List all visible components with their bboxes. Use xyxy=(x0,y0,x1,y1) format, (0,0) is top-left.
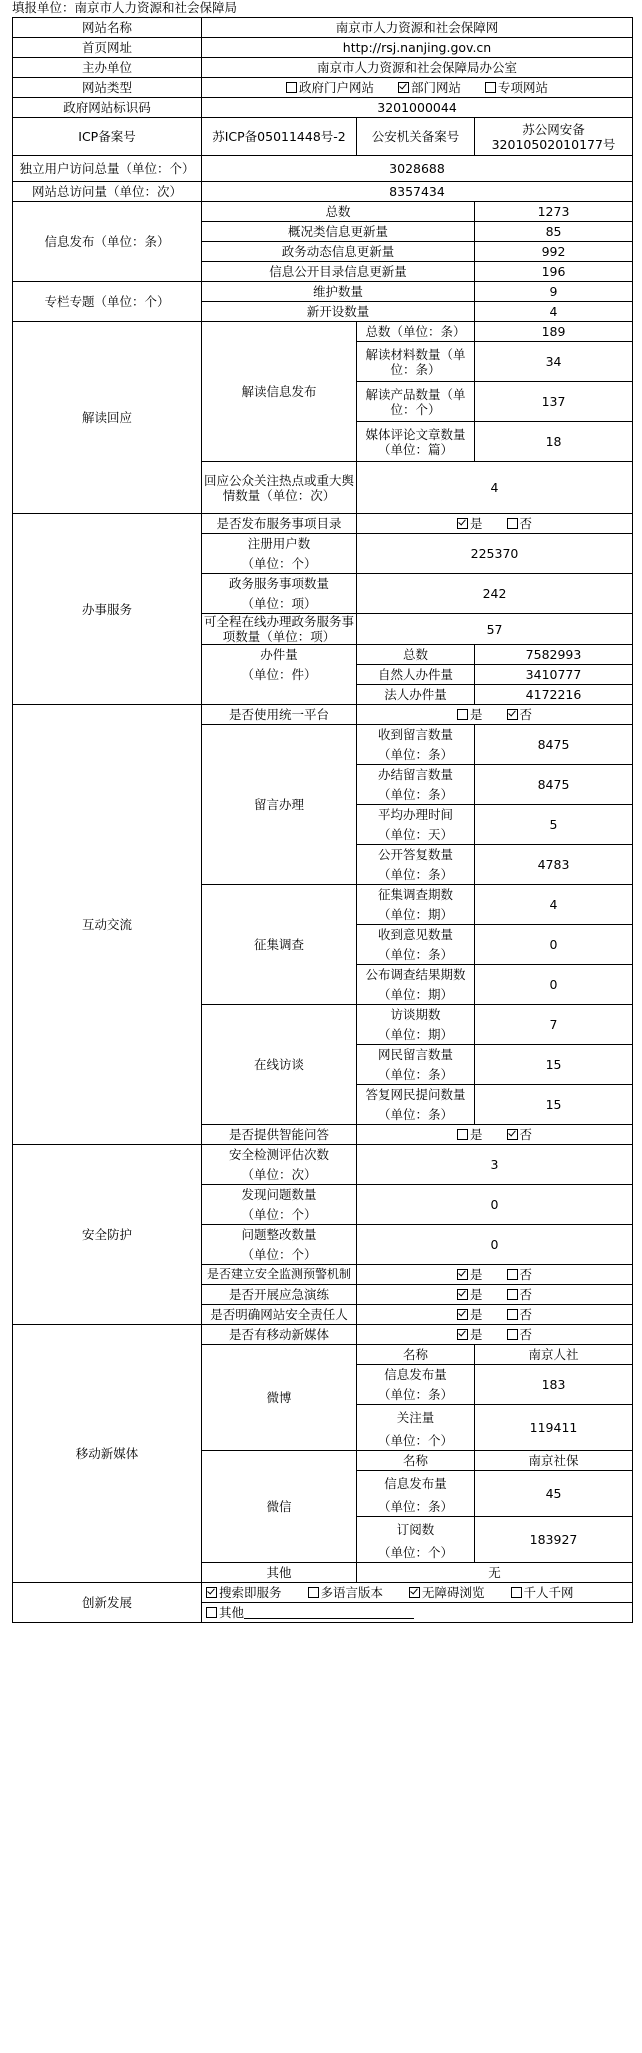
yes-label: 是 xyxy=(470,1327,483,1342)
no-label: 否 xyxy=(519,1287,533,1302)
found-label: 发现问题数量 xyxy=(202,1185,357,1205)
weibo-label: 微博 xyxy=(202,1345,357,1451)
other-blank-line[interactable] xyxy=(244,1607,414,1619)
service-users-label: 注册用户数 xyxy=(202,534,357,554)
msg-label: 留言办理 xyxy=(202,725,357,885)
interpret-total-label: 总数（单位：条） xyxy=(357,322,475,342)
fixed-unit: （单位：个） xyxy=(202,1245,357,1265)
owner-label: 是否明确网站安全责任人 xyxy=(202,1305,357,1325)
netizen-msg: 15 xyxy=(475,1045,633,1085)
weibo-posts: 183 xyxy=(475,1365,633,1405)
yes-label: 是 xyxy=(470,516,483,531)
media-label: 移动新媒体 xyxy=(13,1325,202,1583)
yes-label: 是 xyxy=(470,1307,483,1322)
site-name-label: 网站名称 xyxy=(13,18,202,38)
opinions-label: 收到意见数量 xyxy=(357,925,475,945)
warn-label: 是否建立安全监测预警机制 xyxy=(202,1265,357,1285)
uv-label: 独立用户访问总量（单位：个） xyxy=(13,156,202,182)
netizen-msg-unit: （单位：条） xyxy=(357,1065,475,1085)
pv-label: 网站总访问量（单位：次） xyxy=(13,182,202,202)
service-catalog-label: 是否发布服务事项目录 xyxy=(202,514,357,534)
type-special-option[interactable] xyxy=(485,80,548,95)
no-label: 否 xyxy=(519,516,533,531)
yes-label: 是 xyxy=(470,1127,483,1142)
checkbox-checked-icon xyxy=(457,1329,468,1340)
interpret-product: 137 xyxy=(475,382,633,422)
checkbox-icon xyxy=(485,82,496,93)
police-number: 苏公网安备32010502010177号 xyxy=(475,118,633,156)
yes-label: 是 xyxy=(470,1287,483,1302)
service-users-unit: （单位：个） xyxy=(202,554,357,574)
wechat-subs: 183927 xyxy=(475,1517,633,1563)
interview-periods-unit: （单位：期） xyxy=(357,1025,475,1045)
checkbox-checked-icon xyxy=(398,82,409,93)
survey-periods-label: 征集调查期数 xyxy=(357,885,475,905)
service-users: 225370 xyxy=(357,534,633,574)
answer-label: 答复网民提问数量 xyxy=(357,1085,475,1105)
done-unit: （单位：条） xyxy=(357,785,475,805)
checkbox-icon xyxy=(457,1129,468,1140)
interview-periods: 7 xyxy=(475,1005,633,1045)
icp-label: ICP备案号 xyxy=(13,118,202,156)
checkbox-checked-icon xyxy=(457,1309,468,1320)
interpret-hot: 4 xyxy=(357,462,633,514)
innovation-other-row xyxy=(202,1603,633,1623)
checkbox-checked-icon xyxy=(457,1289,468,1300)
results-unit: （单位：期） xyxy=(357,985,475,1005)
no-label: 否 xyxy=(519,1267,533,1282)
found-value: 0 xyxy=(357,1185,633,1225)
security-label: 安全防护 xyxy=(13,1145,202,1325)
innov-accessible-label: 无障碍浏览 xyxy=(422,1585,485,1600)
owner-options xyxy=(357,1305,633,1325)
interpret-label: 解读回应 xyxy=(13,322,202,514)
cases-natural: 3410777 xyxy=(475,665,633,685)
cases-legal: 4172216 xyxy=(475,685,633,705)
avg-unit: （单位：天） xyxy=(357,825,475,845)
interpret-product-label: 解读产品数量（单位：个） xyxy=(357,382,475,422)
service-cases-unit: （单位：件） xyxy=(202,665,357,685)
wechat-post-label: 信息发布量 xyxy=(357,1471,475,1497)
checkbox-icon xyxy=(286,82,297,93)
info-news: 992 xyxy=(475,242,633,262)
drill-label: 是否开展应急演练 xyxy=(202,1285,357,1305)
done-label: 办结留言数量 xyxy=(357,765,475,785)
smart-label: 是否提供智能问答 xyxy=(202,1125,357,1145)
media-has-label: 是否有移动新媒体 xyxy=(202,1325,357,1345)
checkbox-icon xyxy=(308,1587,319,1598)
type-special-label: 专项网站 xyxy=(498,80,549,95)
checkbox-icon xyxy=(206,1607,217,1618)
interpret-total: 189 xyxy=(475,322,633,342)
column-new-label: 新开设数量 xyxy=(202,302,475,322)
service-label: 办事服务 xyxy=(13,514,202,705)
org: 南京市人力资源和社会保障局办公室 xyxy=(202,58,633,78)
survey-periods: 4 xyxy=(475,885,633,925)
innov-personal-label: 千人千网 xyxy=(523,1585,574,1600)
platform-no[interactable] xyxy=(507,707,533,722)
checkbox-icon xyxy=(507,1269,518,1280)
reply-unit: （单位：条） xyxy=(357,865,475,885)
found-unit: （单位：个） xyxy=(202,1205,357,1225)
media-other-label: 其他 xyxy=(202,1563,357,1583)
innov-multilang[interactable] xyxy=(308,1585,384,1600)
service-items: 242 xyxy=(357,574,633,614)
eval-value: 3 xyxy=(357,1145,633,1185)
platform-label: 是否使用统一平台 xyxy=(202,705,357,725)
innov-other-label: 其他 xyxy=(219,1605,245,1620)
wechat-label: 微信 xyxy=(202,1451,357,1563)
column-label: 专栏专题（单位：个） xyxy=(13,282,202,322)
pv-value: 8357434 xyxy=(202,182,633,202)
results-label: 公布调查结果期数 xyxy=(357,965,475,985)
survey-label: 征集调查 xyxy=(202,885,357,1005)
service-cases-label: 办件量 xyxy=(202,645,357,665)
netizen-msg-label: 网民留言数量 xyxy=(357,1045,475,1065)
type-label: 网站类型 xyxy=(13,78,202,98)
yes-label: 是 xyxy=(470,707,483,722)
checkbox-checked-icon xyxy=(409,1587,420,1598)
recv-label: 收到留言数量 xyxy=(357,725,475,745)
innov-multilang-label: 多语言版本 xyxy=(320,1585,384,1600)
interpret-material: 34 xyxy=(475,342,633,382)
cases-total: 7582993 xyxy=(475,645,633,665)
media-no[interactable] xyxy=(507,1327,533,1342)
platform-options xyxy=(357,705,633,725)
weibo-post-unit: （单位：条） xyxy=(357,1385,475,1405)
info-catalog-label: 信息公开目录信息更新量 xyxy=(202,262,475,282)
wechat-posts: 45 xyxy=(475,1471,633,1517)
no-label: 否 xyxy=(519,1307,533,1322)
opinions-unit: （单位：条） xyxy=(357,945,475,965)
info-total-label: 总数 xyxy=(202,202,475,222)
drill-yes[interactable] xyxy=(457,1287,483,1302)
owner-no[interactable] xyxy=(507,1307,533,1322)
info-overview-label: 概况类信息更新量 xyxy=(202,222,475,242)
interpret-media: 18 xyxy=(475,422,633,462)
site-id: 3201000044 xyxy=(202,98,633,118)
site-name: 南京市人力资源和社会保障网 xyxy=(202,18,633,38)
type-dept-label: 部门网站 xyxy=(411,80,462,95)
opinions-value: 0 xyxy=(475,925,633,965)
warn-options xyxy=(357,1265,633,1285)
interpret-media-label: 媒体评论文章数量（单位：篇） xyxy=(357,422,475,462)
interact-label: 互动交流 xyxy=(13,705,202,1145)
wechat-post-unit: （单位：条） xyxy=(357,1497,475,1517)
interpret-sub-label: 解读信息发布 xyxy=(202,322,357,462)
avg-label: 平均办理时间 xyxy=(357,805,475,825)
smart-options xyxy=(357,1125,633,1145)
no-label: 否 xyxy=(519,1327,533,1342)
service-online-label: 可全程在线办理政务服务事项数量（单位：项） xyxy=(202,614,357,645)
info-overview: 85 xyxy=(475,222,633,242)
reply-value: 4783 xyxy=(475,845,633,885)
wechat-sub-unit: （单位：个） xyxy=(357,1543,475,1563)
column-maintain-label: 维护数量 xyxy=(202,282,475,302)
innovation-options xyxy=(202,1583,633,1603)
eval-label: 安全检测评估次数 xyxy=(202,1145,357,1165)
no-label: 否 xyxy=(519,707,533,722)
weibo-name: 南京人社 xyxy=(475,1345,633,1365)
report-table-wrapper xyxy=(12,17,633,1623)
checkbox-icon xyxy=(507,1309,518,1320)
type-dept-option[interactable] xyxy=(398,80,461,95)
fixed-label: 问题整改数量 xyxy=(202,1225,357,1245)
answer-value: 15 xyxy=(475,1085,633,1125)
service-catalog-yes[interactable] xyxy=(457,516,483,531)
report-table xyxy=(12,17,633,1623)
checkbox-checked-icon xyxy=(206,1587,217,1598)
recv-value: 8475 xyxy=(475,725,633,765)
column-new: 4 xyxy=(475,302,633,322)
service-items-label: 政务服务事项数量 xyxy=(202,574,357,594)
media-other: 无 xyxy=(357,1563,633,1583)
interpret-material-label: 解读材料数量（单位：条） xyxy=(357,342,475,382)
reply-label: 公开答复数量 xyxy=(357,845,475,865)
home-url: http://rsj.nanjing.gov.cn xyxy=(202,38,633,58)
interpret-hot-label: 回应公众关注热点或重大舆情数量（单位：次） xyxy=(202,462,357,514)
org-label: 主办单位 xyxy=(13,58,202,78)
weibo-follow-label: 关注量 xyxy=(357,1405,475,1431)
no-label: 否 xyxy=(519,1127,533,1142)
done-value: 8475 xyxy=(475,765,633,805)
answer-unit: （单位：条） xyxy=(357,1105,475,1125)
checkbox-icon xyxy=(511,1587,522,1598)
yes-label: 是 xyxy=(470,1267,483,1282)
weibo-post-label: 信息发布量 xyxy=(357,1365,475,1385)
checkbox-icon xyxy=(457,709,468,720)
wechat-name: 南京社保 xyxy=(475,1451,633,1471)
checkbox-checked-icon xyxy=(507,1129,518,1140)
filler-unit: 填报单位：南京市人力资源和社会保障局 xyxy=(12,0,238,15)
service-online: 57 xyxy=(357,614,633,645)
cases-natural-label: 自然人办件量 xyxy=(357,665,475,685)
drill-no[interactable] xyxy=(507,1287,533,1302)
police-label: 公安机关备案号 xyxy=(357,118,475,156)
avg-value: 5 xyxy=(475,805,633,845)
drill-options xyxy=(357,1285,633,1305)
cases-legal-label: 法人办件量 xyxy=(357,685,475,705)
fixed-value: 0 xyxy=(357,1225,633,1265)
checkbox-checked-icon xyxy=(457,518,468,529)
checkbox-checked-icon xyxy=(457,1269,468,1280)
service-catalog-no[interactable] xyxy=(507,516,533,531)
icp-number: 苏ICP备05011448号-2 xyxy=(202,118,357,156)
innov-search-label: 搜索即服务 xyxy=(219,1585,282,1600)
column-maintain: 9 xyxy=(475,282,633,302)
smart-yes[interactable] xyxy=(457,1127,483,1142)
media-yes[interactable] xyxy=(457,1327,483,1342)
innov-other[interactable] xyxy=(206,1605,414,1620)
home-label: 首页网址 xyxy=(13,38,202,58)
innov-personal[interactable] xyxy=(511,1585,574,1600)
innov-search[interactable] xyxy=(206,1585,282,1600)
uv-value: 3028688 xyxy=(202,156,633,182)
platform-yes[interactable] xyxy=(457,707,483,722)
eval-unit: （单位：次） xyxy=(202,1165,357,1185)
innov-accessible[interactable] xyxy=(409,1585,485,1600)
weibo-follow-unit: （单位：个） xyxy=(357,1431,475,1451)
checkbox-checked-icon xyxy=(507,709,518,720)
interview-label: 在线访谈 xyxy=(202,1005,357,1125)
info-label: 信息发布（单位：条） xyxy=(13,202,202,282)
innovation-label: 创新发展 xyxy=(13,1583,202,1623)
recv-unit: （单位：条） xyxy=(357,745,475,765)
wechat-name-label: 名称 xyxy=(357,1451,475,1471)
results-value: 0 xyxy=(475,965,633,1005)
info-catalog: 196 xyxy=(475,262,633,282)
warn-yes[interactable] xyxy=(457,1267,483,1282)
weibo-name-label: 名称 xyxy=(357,1345,475,1365)
survey-periods-unit: （单位：期） xyxy=(357,905,475,925)
type-portal-option[interactable] xyxy=(286,80,374,95)
type-portal-label: 政府门户网站 xyxy=(299,80,375,95)
info-total: 1273 xyxy=(475,202,633,222)
wechat-sub-label: 订阅数 xyxy=(357,1517,475,1543)
cases-total-label: 总数 xyxy=(357,645,475,665)
id-label: 政府网站标识码 xyxy=(13,98,202,118)
info-news-label: 政务动态信息更新量 xyxy=(202,242,475,262)
service-items-unit: （单位：项） xyxy=(202,594,357,614)
media-has-options xyxy=(357,1325,633,1345)
site-type-options xyxy=(202,78,633,98)
weibo-follow: 119411 xyxy=(475,1405,633,1451)
owner-yes[interactable] xyxy=(457,1307,483,1322)
checkbox-icon xyxy=(507,1289,518,1300)
smart-no[interactable] xyxy=(507,1127,533,1142)
checkbox-icon xyxy=(507,518,518,529)
service-catalog-options xyxy=(357,514,633,534)
checkbox-icon xyxy=(507,1329,518,1340)
interview-periods-label: 访谈期数 xyxy=(357,1005,475,1025)
warn-no[interactable] xyxy=(507,1267,533,1282)
